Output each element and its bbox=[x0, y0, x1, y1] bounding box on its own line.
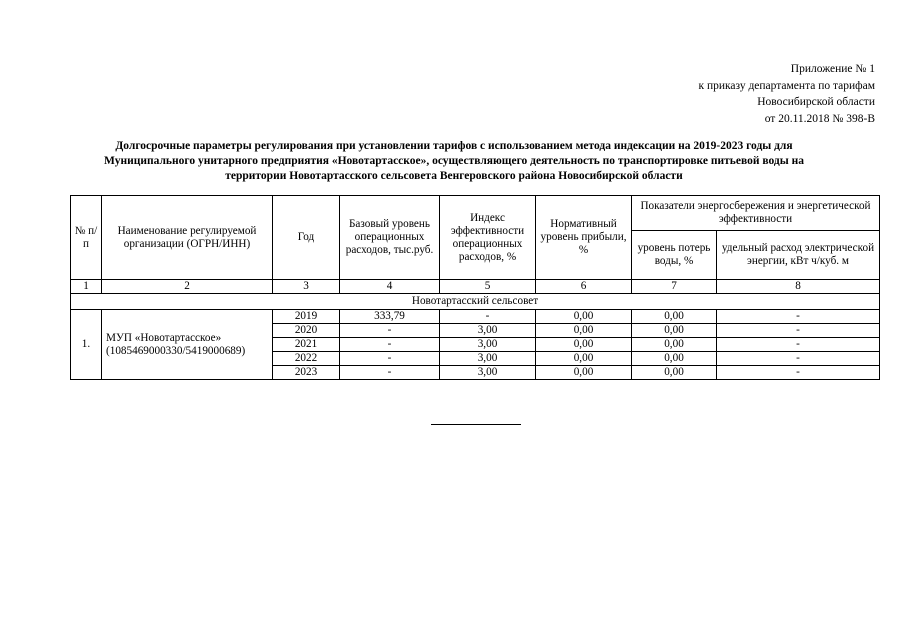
water-loss-cell: 0,00 bbox=[632, 352, 717, 366]
header-water-loss: уровень потерь воды, % bbox=[632, 231, 717, 280]
electricity-cell: - bbox=[717, 338, 880, 352]
electricity-cell: - bbox=[717, 366, 880, 380]
column-number: 1 bbox=[71, 280, 102, 294]
header-num: № п/п bbox=[71, 196, 102, 280]
water-loss-cell: 0,00 bbox=[632, 324, 717, 338]
document-title bbox=[60, 139, 848, 184]
header-profit: Нормативный уровень прибыли, % bbox=[536, 196, 632, 280]
year-cell: 2020 bbox=[273, 324, 340, 338]
profit-cell: 0,00 bbox=[536, 352, 632, 366]
base-cell: - bbox=[340, 338, 440, 352]
profit-cell: 0,00 bbox=[536, 366, 632, 380]
water-loss-cell: 0,00 bbox=[632, 338, 717, 352]
annex-line: Приложение № 1 bbox=[790, 63, 875, 75]
year-cell: 2021 bbox=[273, 338, 340, 352]
annex-line: от 20.11.2018 № 398-В bbox=[764, 112, 875, 125]
electricity-cell: - bbox=[717, 352, 880, 366]
header-org: Наименование регулируемой организации (ОГРН/ИНН) bbox=[102, 196, 273, 280]
column-number: 2 bbox=[102, 280, 273, 294]
group-label: Новотартасский сельсовет bbox=[71, 294, 880, 310]
base-cell: - bbox=[340, 352, 440, 366]
index-cell: - bbox=[440, 310, 536, 324]
title-line: территории Новотартасского сельсовета Венгеровского района Новосибирской области bbox=[225, 170, 683, 182]
column-number: 6 bbox=[536, 280, 632, 294]
header-row bbox=[71, 196, 880, 231]
group-row bbox=[71, 294, 880, 310]
parameters-table bbox=[70, 195, 880, 380]
year-cell: 2019 bbox=[273, 310, 340, 324]
header-energy-group: Показатели энергосбережения и энергетической эффективности bbox=[632, 196, 880, 231]
index-cell: 3,00 bbox=[440, 338, 536, 352]
title-line: Муниципального унитарного предприятия «Новотартасское», осуществляющего деятельность по транспортировке питьевой воды на bbox=[104, 155, 804, 167]
electricity-cell: - bbox=[717, 310, 880, 324]
column-number: 5 bbox=[440, 280, 536, 294]
base-cell: - bbox=[340, 324, 440, 338]
header-electricity: удельный расход электрической энергии, кВт ч/куб. м bbox=[717, 231, 880, 280]
water-loss-cell: 0,00 bbox=[632, 310, 717, 324]
header-base: Базовый уровень операционных расходов, тыс.руб. bbox=[340, 196, 440, 280]
base-cell: 333,79 bbox=[340, 310, 440, 324]
profit-cell: 0,00 bbox=[536, 310, 632, 324]
electricity-cell: - bbox=[717, 324, 880, 338]
column-number: 7 bbox=[632, 280, 717, 294]
table-row bbox=[71, 310, 880, 324]
column-number: 3 bbox=[273, 280, 340, 294]
header-year: Год bbox=[273, 196, 340, 280]
header-index: Индекс эффективности операционных расходов, % bbox=[440, 196, 536, 280]
index-cell: 3,00 bbox=[440, 324, 536, 338]
water-loss-cell: 0,00 bbox=[632, 366, 717, 380]
column-number: 4 bbox=[340, 280, 440, 294]
annex-line: Новосибирской области bbox=[757, 96, 875, 108]
index-cell: 3,00 bbox=[440, 352, 536, 366]
column-number-row bbox=[71, 280, 880, 294]
column-number: 8 bbox=[717, 280, 880, 294]
profit-cell: 0,00 bbox=[536, 338, 632, 352]
title-line: Долгосрочные параметры регулирования при установлении тарифов с использованием метода индексации на 2019-2023 годы для bbox=[115, 140, 793, 152]
row-number: 1. bbox=[71, 310, 102, 380]
annex-line: к приказу департамента по тарифам bbox=[698, 79, 875, 92]
annex-block bbox=[698, 61, 875, 127]
index-cell: 3,00 bbox=[440, 366, 536, 380]
organization-cell: МУП «Новотартасское» (1085469000330/5419000689) bbox=[102, 310, 273, 380]
base-cell: - bbox=[340, 366, 440, 380]
separator-line bbox=[431, 424, 521, 425]
year-cell: 2023 bbox=[273, 366, 340, 380]
profit-cell: 0,00 bbox=[536, 324, 632, 338]
year-cell: 2022 bbox=[273, 352, 340, 366]
